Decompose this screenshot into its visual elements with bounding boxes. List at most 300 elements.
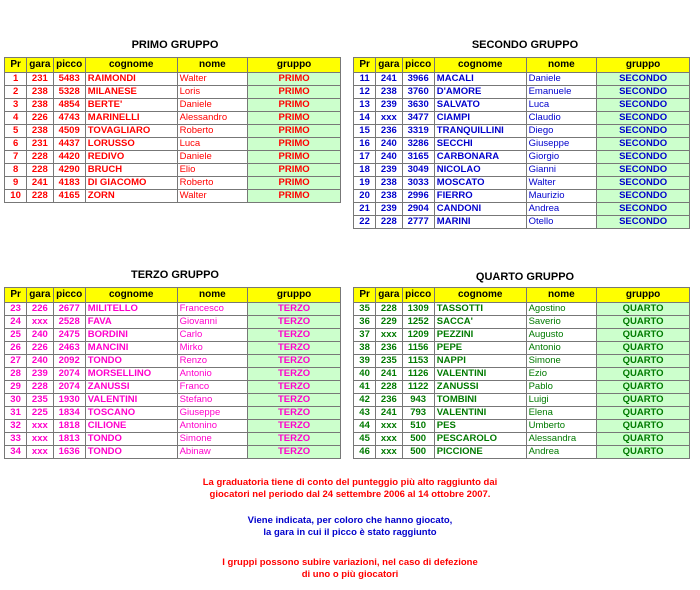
cell-nome: Franco [177, 381, 248, 394]
cell-pr: 42 [354, 394, 376, 407]
secondo-gruppo-table [353, 57, 690, 229]
cell-gara: 238 [376, 86, 402, 99]
cell-gara: 239 [376, 99, 402, 112]
cell-pr: 29 [5, 381, 27, 394]
note-graduatoria-line1: La graduatoria tiene di conto del punteggio più alto raggiunto dai [202, 477, 498, 488]
cell-gara: 240 [376, 138, 402, 151]
cell-nome: Simone [177, 433, 248, 446]
table-row [5, 190, 341, 203]
cell-pr: 44 [354, 420, 376, 433]
cell-nome: Giovanni [177, 316, 248, 329]
table-row [5, 394, 341, 407]
note-graduatoria-line2: giocatori nel periodo dal 24 settembre 2006 al 14 ottobre 2007. [209, 489, 491, 500]
cell-cognome: NAPPI [434, 355, 526, 368]
table-row [354, 86, 690, 99]
cell-picco: 4165 [53, 190, 85, 203]
cell-picco: 1156 [402, 342, 434, 355]
cell-pr: 12 [354, 86, 376, 99]
cell-nome: Walter [526, 177, 597, 190]
cell-gara: xxx [27, 316, 53, 329]
cell-gara: 241 [376, 407, 402, 420]
cell-pr: 14 [354, 112, 376, 125]
cell-pr: 6 [5, 138, 27, 151]
cell-picco: 1818 [53, 420, 85, 433]
cell-picco: 1834 [53, 407, 85, 420]
cell-nome: Maurizio [526, 190, 597, 203]
cell-picco: 793 [402, 407, 434, 420]
cell-gruppo: PRIMO [248, 73, 341, 86]
note-gara-picco-line1: Viene indicata, per coloro che hanno giocato, [247, 515, 453, 526]
cell-cognome: BERTE' [85, 99, 177, 112]
cell-picco: 2677 [53, 303, 85, 316]
table-row [5, 433, 341, 446]
cell-gara: 236 [376, 125, 402, 138]
header-gara: gara [376, 288, 402, 303]
cell-gruppo: TERZO [248, 303, 341, 316]
cell-picco: 3477 [402, 112, 434, 125]
table-row [354, 177, 690, 190]
note-variazioni-line2: di uno o più giocatori [301, 569, 399, 580]
cell-pr: 8 [5, 164, 27, 177]
table-row [354, 446, 690, 459]
cell-gruppo: SECONDO [597, 125, 690, 138]
cell-pr: 1 [5, 73, 27, 86]
cell-gara: 239 [376, 164, 402, 177]
cell-pr: 16 [354, 138, 376, 151]
cell-gruppo: TERZO [248, 446, 341, 459]
cell-gruppo: TERZO [248, 433, 341, 446]
cell-picco: 2904 [402, 203, 434, 216]
cell-gruppo: QUARTO [597, 342, 690, 355]
cell-gruppo: QUARTO [597, 394, 690, 407]
cell-nome: Giuseppe [526, 138, 597, 151]
cell-picco: 3319 [402, 125, 434, 138]
cell-cognome: BORDINI [85, 329, 177, 342]
table-row [354, 151, 690, 164]
cell-gruppo: QUARTO [597, 420, 690, 433]
note-gara-picco [190, 515, 510, 539]
cell-picco: 1122 [402, 381, 434, 394]
cell-cognome: SECCHI [434, 138, 526, 151]
table-row [354, 342, 690, 355]
table-row [5, 125, 341, 138]
cell-picco: 4854 [53, 99, 85, 112]
cell-cognome: VALENTINI [85, 394, 177, 407]
cell-picco: 1309 [402, 303, 434, 316]
cell-gara: 228 [376, 303, 402, 316]
cell-picco: 500 [402, 446, 434, 459]
cell-pr: 28 [5, 368, 27, 381]
cell-gara: xxx [376, 446, 402, 459]
cell-gara: 236 [376, 394, 402, 407]
cell-gara: 235 [27, 394, 53, 407]
cell-nome: Saverio [526, 316, 597, 329]
cell-cognome: MANCINI [85, 342, 177, 355]
header-cognome: cognome [434, 288, 526, 303]
cell-picco: 2475 [53, 329, 85, 342]
header-nome: nome [177, 288, 248, 303]
table-row [354, 138, 690, 151]
cell-cognome: CANDONI [434, 203, 526, 216]
cell-gruppo: SECONDO [597, 190, 690, 203]
cell-gruppo: QUARTO [597, 446, 690, 459]
table-row [354, 303, 690, 316]
table-row [354, 433, 690, 446]
cell-picco: 1813 [53, 433, 85, 446]
cell-gruppo: TERZO [248, 316, 341, 329]
table-row [5, 407, 341, 420]
cell-pr: 43 [354, 407, 376, 420]
cell-pr: 20 [354, 190, 376, 203]
note-variazioni [190, 557, 510, 581]
cell-gruppo: SECONDO [597, 151, 690, 164]
cell-gara: 236 [376, 342, 402, 355]
header-row [354, 288, 690, 303]
cell-cognome: PEPE [434, 342, 526, 355]
cell-gruppo: QUARTO [597, 368, 690, 381]
cell-pr: 9 [5, 177, 27, 190]
cell-nome: Claudio [526, 112, 597, 125]
cell-cognome: PESCAROLO [434, 433, 526, 446]
cell-gruppo: TERZO [248, 420, 341, 433]
cell-gara: 226 [27, 342, 53, 355]
cell-cognome: NICOLAO [434, 164, 526, 177]
cell-cognome: RAIMONDI [85, 73, 177, 86]
cell-gruppo: SECONDO [597, 138, 690, 151]
table-row [5, 86, 341, 99]
table-row [354, 329, 690, 342]
cell-cognome: TASSOTTI [434, 303, 526, 316]
table-row [354, 190, 690, 203]
cell-gruppo: QUARTO [597, 407, 690, 420]
table-row [354, 73, 690, 86]
table-row [5, 420, 341, 433]
terzo-gruppo-table [4, 287, 341, 459]
cell-cognome: MILANESE [85, 86, 177, 99]
cell-pr: 45 [354, 433, 376, 446]
cell-gara: 238 [27, 125, 53, 138]
note-graduatoria [190, 477, 510, 501]
cell-gara: 240 [27, 329, 53, 342]
header-picco: picco [402, 288, 434, 303]
header-nome: nome [526, 288, 597, 303]
cell-picco: 2463 [53, 342, 85, 355]
cell-gruppo: PRIMO [248, 86, 341, 99]
quarto-gruppo-table [353, 287, 690, 459]
cell-gara: 238 [376, 177, 402, 190]
cell-gara: xxx [27, 420, 53, 433]
cell-pr: 39 [354, 355, 376, 368]
cell-cognome: MACALI [434, 73, 526, 86]
header-gara: gara [27, 288, 53, 303]
cell-cognome: FAVA [85, 316, 177, 329]
cell-nome: Alessandro [177, 112, 248, 125]
cell-gruppo: PRIMO [248, 125, 341, 138]
cell-gruppo: TERZO [248, 342, 341, 355]
cell-cognome: FIERRO [434, 190, 526, 203]
cell-cognome: TOSCANO [85, 407, 177, 420]
cell-nome: Roberto [177, 177, 248, 190]
cell-nome: Diego [526, 125, 597, 138]
cell-gruppo: SECONDO [597, 203, 690, 216]
table-row [354, 316, 690, 329]
header-nome: nome [526, 58, 597, 73]
table-row [5, 381, 341, 394]
cell-nome: Antonio [177, 368, 248, 381]
header-nome: nome [177, 58, 248, 73]
cell-nome: Antonio [526, 342, 597, 355]
terzo-gruppo-title: TERZO GRUPPO [130, 269, 219, 281]
table-row [354, 407, 690, 420]
header-pr: Pr [354, 58, 376, 73]
cell-cognome: CIAMPI [434, 112, 526, 125]
cell-nome: Augusto [526, 329, 597, 342]
cell-gruppo: PRIMO [248, 164, 341, 177]
header-gara: gara [27, 58, 53, 73]
cell-cognome: PICCIONE [434, 446, 526, 459]
cell-nome: Alessandra [526, 433, 597, 446]
table-row [5, 329, 341, 342]
cell-gruppo: PRIMO [248, 112, 341, 125]
cell-nome: Francesco [177, 303, 248, 316]
cell-nome: Elio [177, 164, 248, 177]
cell-cognome: ZANUSSI [85, 381, 177, 394]
header-picco: picco [53, 58, 85, 73]
header-pr: Pr [5, 58, 27, 73]
header-pr: Pr [354, 288, 376, 303]
table-row [5, 355, 341, 368]
cell-nome: Simone [526, 355, 597, 368]
cell-nome: Daniele [177, 151, 248, 164]
cell-nome: Walter [177, 190, 248, 203]
cell-pr: 33 [5, 433, 27, 446]
cell-pr: 36 [354, 316, 376, 329]
cell-cognome: TRANQUILLINI [434, 125, 526, 138]
table-row [354, 394, 690, 407]
cell-cognome: TONDO [85, 433, 177, 446]
header-gruppo: gruppo [248, 58, 341, 73]
cell-gara: 238 [27, 86, 53, 99]
cell-pr: 27 [5, 355, 27, 368]
cell-picco: 943 [402, 394, 434, 407]
table-row [5, 99, 341, 112]
cell-gara: xxx [27, 433, 53, 446]
table-row [5, 164, 341, 177]
table-row [354, 420, 690, 433]
cell-nome: Carlo [177, 329, 248, 342]
cell-picco: 1930 [53, 394, 85, 407]
cell-cognome: ZORN [85, 190, 177, 203]
cell-cognome: BRUCH [85, 164, 177, 177]
cell-nome: Stefano [177, 394, 248, 407]
cell-picco: 3630 [402, 99, 434, 112]
cell-cognome: TOVAGLIARO [85, 125, 177, 138]
cell-gruppo: TERZO [248, 329, 341, 342]
cell-gara: 229 [376, 316, 402, 329]
header-cognome: cognome [85, 288, 177, 303]
cell-gara: 228 [376, 216, 402, 229]
cell-cognome: DI GIACOMO [85, 177, 177, 190]
cell-picco: 2528 [53, 316, 85, 329]
cell-gruppo: PRIMO [248, 190, 341, 203]
cell-gruppo: TERZO [248, 381, 341, 394]
cell-nome: Loris [177, 86, 248, 99]
cell-cognome: VALENTINI [434, 407, 526, 420]
cell-gruppo: QUARTO [597, 433, 690, 446]
cell-pr: 35 [354, 303, 376, 316]
cell-nome: Luca [177, 138, 248, 151]
cell-nome: Antonino [177, 420, 248, 433]
cell-picco: 1636 [53, 446, 85, 459]
cell-gara: 228 [27, 190, 53, 203]
header-cognome: cognome [85, 58, 177, 73]
primo-gruppo-title: PRIMO GRUPPO [131, 39, 219, 51]
cell-gruppo: SECONDO [597, 177, 690, 190]
table-row [354, 99, 690, 112]
table-row [5, 368, 341, 381]
cell-pr: 37 [354, 329, 376, 342]
cell-nome: Gianni [526, 164, 597, 177]
cell-gruppo: PRIMO [248, 151, 341, 164]
cell-nome: Emanuele [526, 86, 597, 99]
cell-nome: Pablo [526, 381, 597, 394]
cell-gruppo: TERZO [248, 394, 341, 407]
cell-pr: 15 [354, 125, 376, 138]
cell-pr: 46 [354, 446, 376, 459]
cell-pr: 24 [5, 316, 27, 329]
cell-gara: 239 [376, 203, 402, 216]
cell-nome: Abinaw [177, 446, 248, 459]
cell-picco: 2074 [53, 368, 85, 381]
header-pr: Pr [5, 288, 27, 303]
cell-cognome: TONDO [85, 355, 177, 368]
table-row [354, 355, 690, 368]
cell-cognome: REDIVO [85, 151, 177, 164]
header-gruppo: gruppo [597, 58, 690, 73]
cell-picco: 2777 [402, 216, 434, 229]
cell-cognome: MILITELLO [85, 303, 177, 316]
table-row [5, 316, 341, 329]
table-row [354, 203, 690, 216]
cell-gara: xxx [376, 112, 402, 125]
cell-gruppo: PRIMO [248, 177, 341, 190]
cell-picco: 2092 [53, 355, 85, 368]
table-row [354, 164, 690, 177]
cell-picco: 4437 [53, 138, 85, 151]
cell-pr: 25 [5, 329, 27, 342]
cell-pr: 22 [354, 216, 376, 229]
cell-nome: Luca [526, 99, 597, 112]
cell-pr: 38 [354, 342, 376, 355]
cell-cognome: ZANUSSI [434, 381, 526, 394]
cell-gruppo: PRIMO [248, 138, 341, 151]
cell-nome: Ezio [526, 368, 597, 381]
cell-gruppo: TERZO [248, 355, 341, 368]
cell-nome: Mirko [177, 342, 248, 355]
cell-nome: Otello [526, 216, 597, 229]
table-row [5, 151, 341, 164]
cell-pr: 18 [354, 164, 376, 177]
cell-gara: 228 [376, 381, 402, 394]
cell-gruppo: QUARTO [597, 303, 690, 316]
cell-gara: 240 [27, 355, 53, 368]
header-row [5, 58, 341, 73]
cell-gara: 241 [376, 73, 402, 86]
cell-cognome: SACCA' [434, 316, 526, 329]
cell-nome: Daniele [526, 73, 597, 86]
note-gara-picco-line2: la gara in cui il picco è stato raggiunto [263, 527, 437, 538]
cell-nome: Luigi [526, 394, 597, 407]
table-row [354, 112, 690, 125]
cell-nome: Elena [526, 407, 597, 420]
header-gruppo: gruppo [597, 288, 690, 303]
cell-picco: 3033 [402, 177, 434, 190]
cell-gara: 238 [27, 99, 53, 112]
cell-cognome: SALVATO [434, 99, 526, 112]
cell-pr: 23 [5, 303, 27, 316]
table-row [5, 138, 341, 151]
cell-nome: Daniele [177, 99, 248, 112]
secondo-gruppo-title: SECONDO GRUPPO [471, 39, 579, 51]
cell-gara: 231 [27, 138, 53, 151]
cell-gruppo: QUARTO [597, 316, 690, 329]
cell-cognome: MOSCATO [434, 177, 526, 190]
primo-gruppo-table [4, 57, 341, 203]
cell-gara: 228 [27, 381, 53, 394]
cell-picco: 3966 [402, 73, 434, 86]
table-row [5, 342, 341, 355]
table-row [354, 125, 690, 138]
header-gara: gara [376, 58, 402, 73]
cell-cognome: MORSELLINO [85, 368, 177, 381]
cell-gara: 228 [27, 151, 53, 164]
cell-picco: 1153 [402, 355, 434, 368]
cell-cognome: VALENTINI [434, 368, 526, 381]
cell-gara: xxx [376, 420, 402, 433]
cell-pr: 5 [5, 125, 27, 138]
cell-gruppo: TERZO [248, 407, 341, 420]
cell-gara: 228 [27, 164, 53, 177]
note-variazioni-line1: I gruppi possono subire variazioni, nel caso di defezione [222, 557, 478, 568]
cell-gara: 235 [376, 355, 402, 368]
table-row [354, 216, 690, 229]
cell-gruppo: SECONDO [597, 86, 690, 99]
cell-gruppo: SECONDO [597, 216, 690, 229]
cell-gara: xxx [376, 329, 402, 342]
cell-picco: 4290 [53, 164, 85, 177]
cell-cognome: CILIONE [85, 420, 177, 433]
table-row [5, 446, 341, 459]
header-row [354, 58, 690, 73]
table-row [5, 303, 341, 316]
cell-cognome: MARINI [434, 216, 526, 229]
cell-nome: Andrea [526, 203, 597, 216]
cell-picco: 5328 [53, 86, 85, 99]
cell-gruppo: SECONDO [597, 99, 690, 112]
cell-pr: 4 [5, 112, 27, 125]
cell-cognome: LORUSSO [85, 138, 177, 151]
cell-picco: 2996 [402, 190, 434, 203]
header-gruppo: gruppo [248, 288, 341, 303]
cell-gara: xxx [376, 433, 402, 446]
cell-picco: 1209 [402, 329, 434, 342]
cell-pr: 34 [5, 446, 27, 459]
table-row [5, 73, 341, 86]
cell-pr: 40 [354, 368, 376, 381]
cell-pr: 21 [354, 203, 376, 216]
cell-pr: 10 [5, 190, 27, 203]
cell-picco: 4509 [53, 125, 85, 138]
